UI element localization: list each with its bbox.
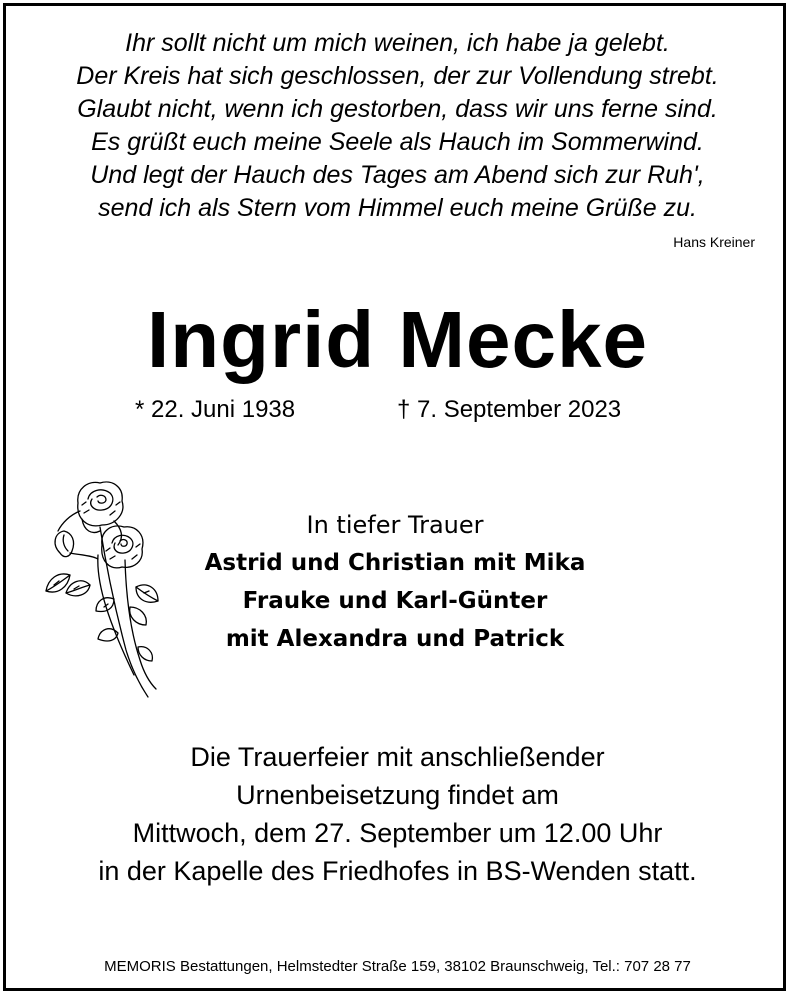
rose-illustration-icon — [40, 475, 165, 700]
poem — [0, 27, 795, 225]
ceremony-line: in der Kapelle des Friedhofes in BS-Wenden statt. — [98, 856, 697, 886]
mourner-line: Frauke und Karl-Günter — [242, 588, 548, 614]
poem-line: Ihr sollt nicht um mich weinen, ich habe ja gelebt. — [125, 29, 670, 57]
mourners-intro: In tiefer Trauer — [306, 511, 484, 539]
mourners-block — [160, 506, 630, 658]
deceased-name: Ingrid Mecke — [146, 295, 649, 384]
poem-author: Hans Kreiner — [673, 234, 755, 250]
mourner-line: mit Alexandra und Patrick — [225, 626, 565, 652]
ceremony-line: Mittwoch, dem 27. September um 12.00 Uhr — [132, 818, 663, 848]
poem-line: Der Kreis hat sich geschlossen, der zur Vollendung strebt. — [76, 62, 719, 90]
mourner-line: Astrid und Christian mit Mika — [204, 550, 586, 576]
poem-line: Es grüßt euch meine Seele als Hauch im Sommerwind. — [91, 128, 704, 156]
ceremony-info — [0, 738, 795, 890]
poem-line: send ich als Stern vom Himmel euch meine Grüße zu. — [98, 194, 697, 222]
poem-line: Und legt der Hauch des Tages am Abend sich zur Ruh', — [90, 161, 705, 189]
funeral-home-footer: MEMORIS Bestattungen, Helmstedter Straße 159, 38102 Braunschweig, Tel.: 707 28 77 — [104, 958, 691, 975]
ceremony-line: Die Trauerfeier mit anschließender — [190, 742, 605, 772]
birth-date: * 22. Juni 1938 — [135, 396, 296, 423]
death-date: † 7. September 2023 — [397, 396, 622, 423]
ceremony-line: Urnenbeisetzung findet am — [236, 780, 559, 810]
poem-line: Glaubt nicht, wenn ich gestorben, dass wir uns ferne sind. — [77, 95, 718, 123]
